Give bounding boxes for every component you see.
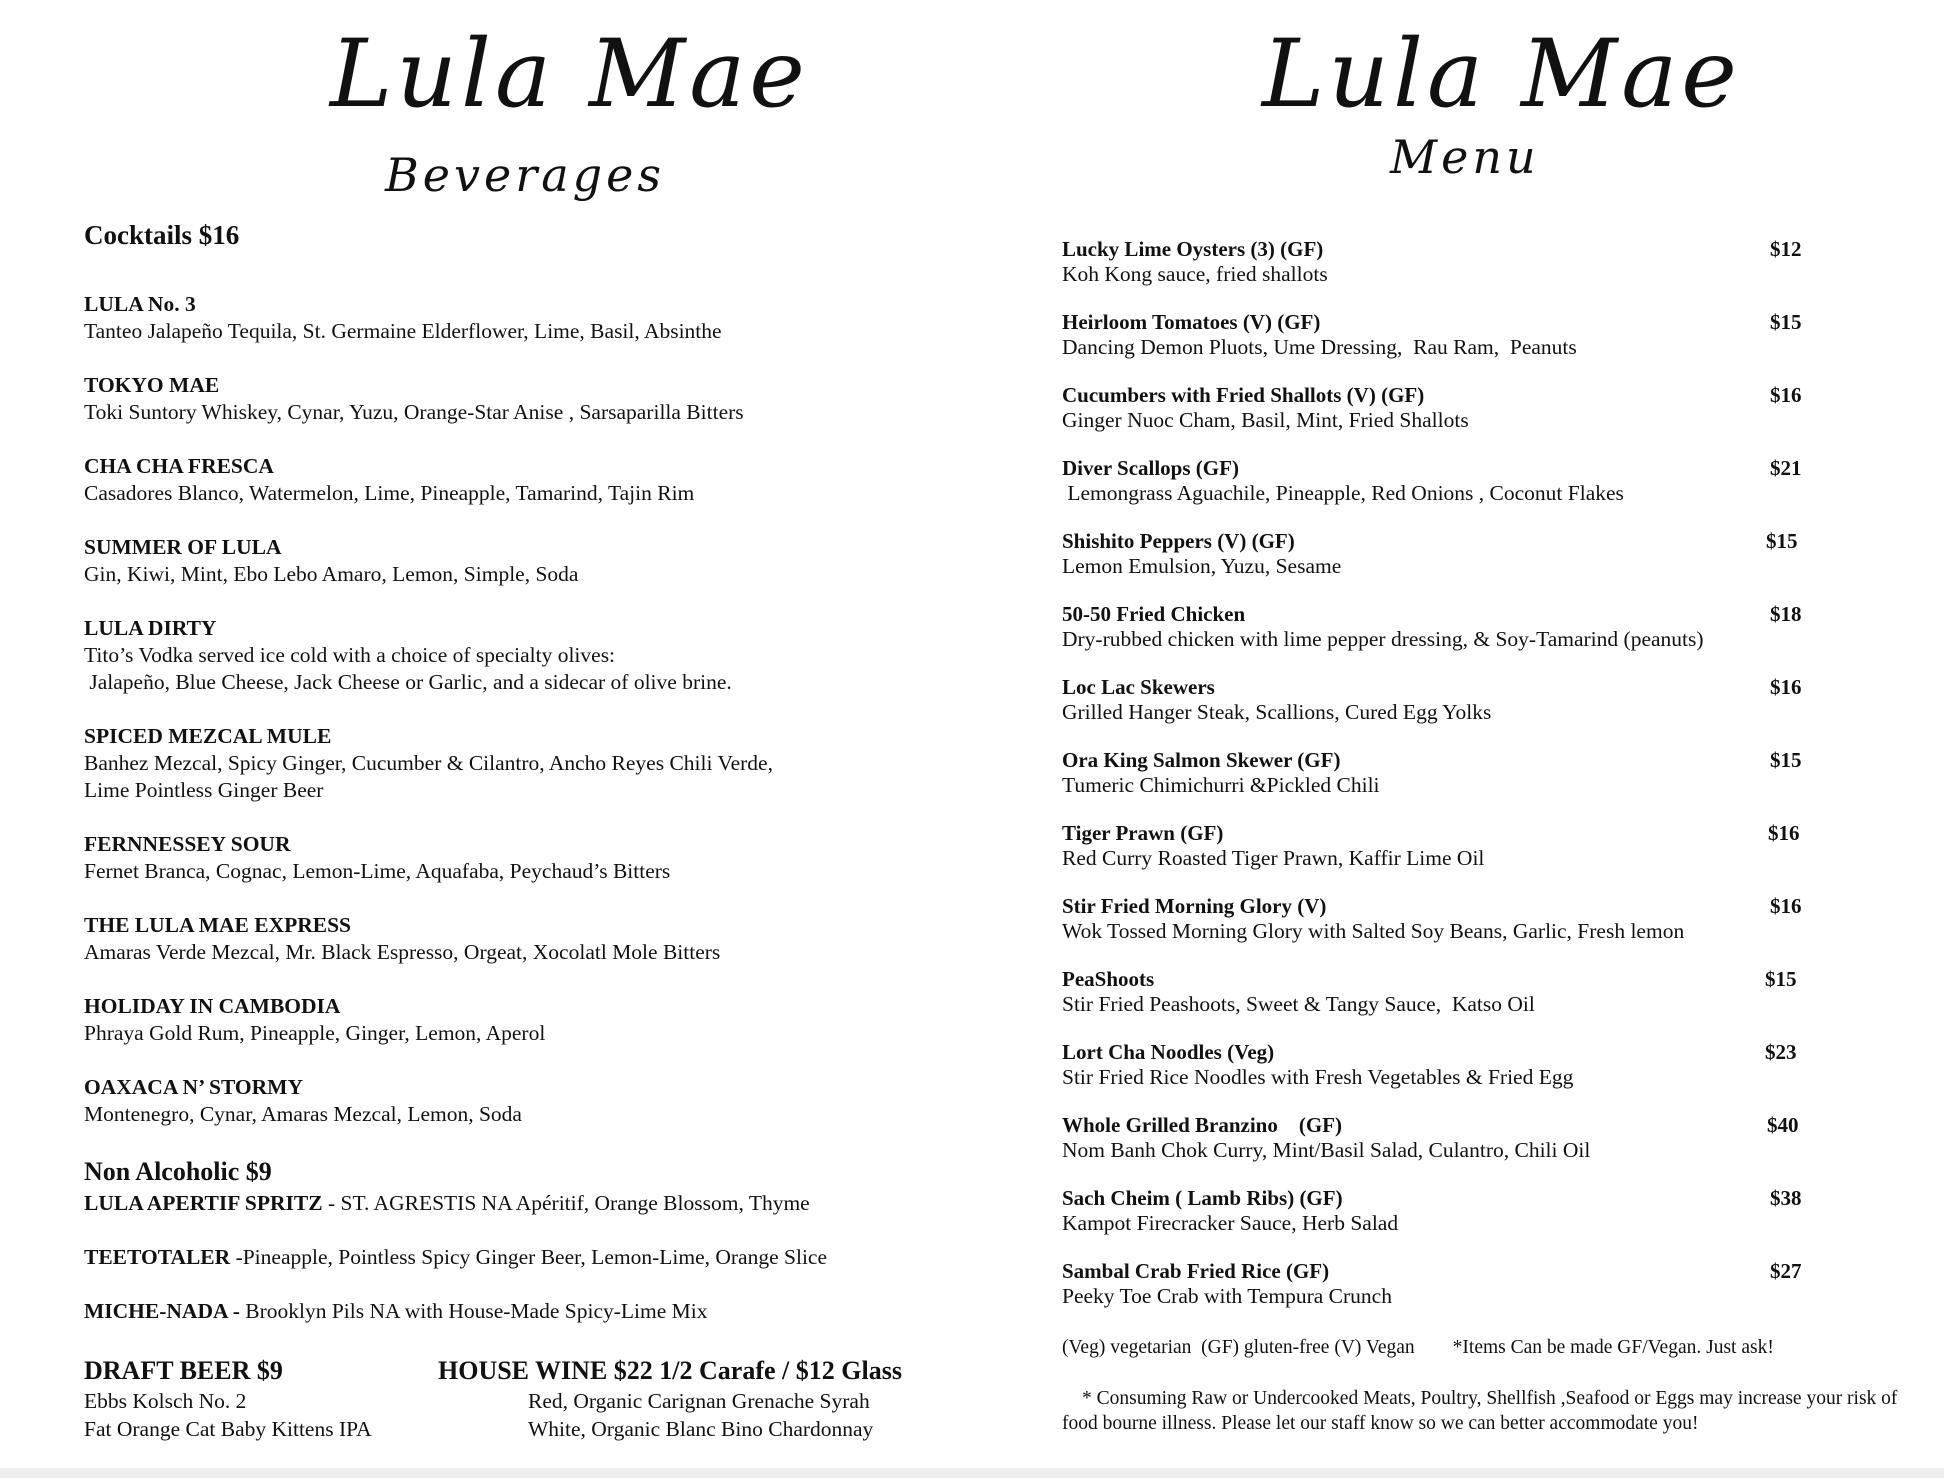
legend-note: *Items Can be made GF/Vegan. Just ask! xyxy=(1452,1337,1774,1358)
dish-description: Ginger Nuoc Cham, Basil, Mint, Fried Shallots xyxy=(1062,408,1469,432)
dish-price: $16 xyxy=(1770,383,1802,407)
draft-beer-heading: DRAFT BEER $9 xyxy=(84,1356,283,1385)
non-alcoholic-item xyxy=(84,1243,944,1297)
dish-price: $15 xyxy=(1766,529,1798,553)
menu-item xyxy=(1062,893,1922,966)
dish-name: Loc Lac Skewers xyxy=(1062,675,1215,699)
dish-price: $15 xyxy=(1770,748,1802,772)
dish-description: Kampot Firecracker Sauce, Herb Salad xyxy=(1062,1211,1399,1235)
dish-name: Ora King Salmon Skewer (GF) xyxy=(1062,748,1341,772)
cocktail-list xyxy=(84,290,904,1154)
dish-description: Stir Fried Rice Noodles with Fresh Vegetables & Fried Egg xyxy=(1062,1065,1574,1089)
dish-description: Dancing Demon Pluots, Ume Dressing, Rau Ram, Peanuts xyxy=(1062,335,1577,359)
cocktail-item xyxy=(84,830,904,911)
menu-item xyxy=(1062,674,1922,747)
non-alcoholic-heading: Non Alcoholic $9 xyxy=(84,1157,272,1186)
drink-description: -Pineapple, Pointless Spicy Ginger Beer, Lemon-Lime, Orange Slice xyxy=(230,1245,828,1269)
cocktail-description: Fernet Branca, Cognac, Lemon-Lime, Aquafaba, Peychaud’s Bitters xyxy=(84,859,671,883)
cocktail-description: Casadores Blanco, Watermelon, Lime, Pineapple, Tamarind, Tajin Rim xyxy=(84,481,695,505)
non-alcoholic-item xyxy=(84,1189,944,1243)
cocktail-name: SPICED MEZCAL MULE xyxy=(84,724,332,748)
dish-price: $16 xyxy=(1768,821,1800,845)
dish-name: Diver Scallops (GF) xyxy=(1062,456,1239,480)
cocktail-item xyxy=(84,911,904,992)
cocktails-heading: Cocktails $16 xyxy=(84,220,240,250)
dish-description: Grilled Hanger Steak, Scallions, Cured Egg Yolks xyxy=(1062,700,1492,724)
cocktail-description: Tanteo Jalapeño Tequila, St. Germaine Elderflower, Lime, Basil, Absinthe xyxy=(84,319,722,343)
cocktail-name: CHA CHA FRESCA xyxy=(84,454,274,478)
menu-item xyxy=(1062,820,1922,893)
dish-name: Whole Grilled Branzino (GF) xyxy=(1062,1113,1342,1137)
dish-name: Lort Cha Noodles (Veg) xyxy=(1062,1040,1275,1064)
menu-item xyxy=(1062,1112,1922,1185)
dish-price: $40 xyxy=(1767,1113,1799,1137)
drink-name: MICHE-NADA - xyxy=(84,1299,240,1323)
menu-item xyxy=(1062,966,1922,1039)
legend-text: (Veg) vegetarian (GF) gluten-free (V) Vegan xyxy=(1062,1337,1415,1358)
house-wine-heading: HOUSE WINE $22 1/2 Carafe / $12 Glass xyxy=(438,1356,902,1385)
menu-item xyxy=(1062,1185,1922,1258)
drink-name: LULA APERTIF SPRITZ xyxy=(84,1191,323,1215)
cocktail-name: LULA No. 3 xyxy=(84,292,196,316)
wine-item: White, Organic Blanc Bino Chardonnay xyxy=(528,1417,874,1441)
cocktail-name: HOLIDAY IN CAMBODIA xyxy=(84,994,341,1018)
menu-item xyxy=(1062,1039,1922,1112)
menu-item xyxy=(1062,528,1922,601)
dish-price: $12 xyxy=(1770,237,1802,261)
cocktail-description: Amaras Verde Mezcal, Mr. Black Espresso, Orgeat, Xocolatl Mole Bitters xyxy=(84,940,721,964)
menu-item xyxy=(1062,236,1922,309)
non-alcoholic-item xyxy=(84,1297,944,1351)
dish-name: Sach Cheim ( Lamb Ribs) (GF) xyxy=(1062,1186,1343,1210)
dish-description: Lemon Emulsion, Yuzu, Sesame xyxy=(1062,554,1342,578)
cocktail-item xyxy=(84,722,904,830)
cocktail-name: THE LULA MAE EXPRESS xyxy=(84,913,352,937)
page-bottom-edge xyxy=(0,1468,1944,1478)
beer-item: Fat Orange Cat Baby Kittens IPA xyxy=(84,1417,372,1441)
cocktail-item xyxy=(84,452,904,533)
dish-price: $15 xyxy=(1770,310,1802,334)
dish-price: $27 xyxy=(1770,1259,1802,1283)
cocktail-item xyxy=(84,1073,904,1154)
cocktail-item xyxy=(84,290,904,371)
cocktail-description: Phraya Gold Rum, Pineapple, Ginger, Lemon, Aperol xyxy=(84,1021,546,1045)
house-wine-list xyxy=(528,1387,873,1443)
cocktail-item xyxy=(84,992,904,1073)
menu-logo: Lula Mae xyxy=(1262,20,1741,129)
dish-description: Koh Kong sauce, fried shallots xyxy=(1062,262,1328,286)
wine-item: Red, Organic Carignan Grenache Syrah xyxy=(528,1389,870,1413)
dish-price: $21 xyxy=(1770,456,1802,480)
dish-name: Stir Fried Morning Glory (V) xyxy=(1062,894,1327,918)
cocktail-description: Tito’s Vodka served ice cold with a choice of specialty olives: xyxy=(84,643,616,667)
dish-name: Heirloom Tomatoes (V) (GF) xyxy=(1062,310,1321,334)
dish-price: $16 xyxy=(1770,675,1802,699)
menu-item xyxy=(1062,747,1922,820)
dish-name: Lucky Lime Oysters (3) (GF) xyxy=(1062,237,1324,261)
disclaimer-text: * Consuming Raw or Undercooked Meats, Poultry, Shellfish ,Seafood or Eggs may increase your risk of food bourne illness. Please let our staff know so we can better accommodate you! xyxy=(1062,1388,1898,1434)
dish-name: PeaShoots xyxy=(1062,967,1155,991)
menu-item xyxy=(1062,1258,1922,1331)
drink-name: TEETOTALER xyxy=(84,1245,231,1269)
beverages-subtitle: Beverages xyxy=(385,148,665,202)
cocktail-description: Gin, Kiwi, Mint, Ebo Lebo Amaro, Lemon, Simple, Soda xyxy=(84,562,579,586)
cocktail-description: Banhez Mezcal, Spicy Ginger, Cucumber & Cilantro, Ancho Reyes Chili Verde, xyxy=(84,751,773,775)
dish-description: Peeky Toe Crab with Tempura Crunch xyxy=(1062,1284,1392,1308)
dish-description: Tumeric Chimichurri &Pickled Chili xyxy=(1062,773,1380,797)
dish-price: $23 xyxy=(1765,1040,1797,1064)
dish-description: Lemongrass Aguachile, Pineapple, Red Onions , Coconut Flakes xyxy=(1062,481,1624,505)
dish-description: Stir Fried Peashoots, Sweet & Tangy Sauce, Katso Oil xyxy=(1062,992,1535,1016)
dietary-legend xyxy=(1062,1337,1774,1359)
dish-name: Sambal Crab Fried Rice (GF) xyxy=(1062,1259,1330,1283)
cocktail-description: Lime Pointless Ginger Beer xyxy=(84,778,324,802)
drink-description: Brooklyn Pils NA with House-Made Spicy-Lime Mix xyxy=(239,1299,708,1323)
dish-name: Tiger Prawn (GF) xyxy=(1062,821,1224,845)
cocktail-item xyxy=(84,371,904,452)
cocktail-name: OAXACA N’ STORMY xyxy=(84,1075,303,1099)
cocktail-description: Montenegro, Cynar, Amaras Mezcal, Lemon, Soda xyxy=(84,1102,522,1126)
draft-beer-list xyxy=(84,1387,372,1443)
menu-subtitle: Menu xyxy=(1390,130,1540,184)
non-alcoholic-list xyxy=(84,1189,944,1351)
cocktail-name: SUMMER OF LULA xyxy=(84,535,282,559)
cocktail-item xyxy=(84,533,904,614)
cocktail-name: LULA DIRTY xyxy=(84,616,217,640)
dish-name: Shishito Peppers (V) (GF) xyxy=(1062,529,1295,553)
dish-price: $38 xyxy=(1770,1186,1802,1210)
cocktail-name: FERNNESSEY SOUR xyxy=(84,832,291,856)
menu-item xyxy=(1062,455,1922,528)
beverages-logo: Lula Mae xyxy=(330,20,809,129)
cocktail-description: Jalapeño, Blue Cheese, Jack Cheese or Garlic, and a sidecar of olive brine. xyxy=(84,670,732,694)
dish-price: $15 xyxy=(1765,967,1797,991)
menu-item xyxy=(1062,382,1922,455)
dish-description: Wok Tossed Morning Glory with Salted Soy Beans, Garlic, Fresh lemon xyxy=(1062,919,1685,943)
cocktail-item xyxy=(84,614,904,722)
menu-list xyxy=(1062,236,1922,1331)
dish-description: Dry-rubbed chicken with lime pepper dressing, & Soy-Tamarind (peanuts) xyxy=(1062,627,1704,651)
dish-description: Nom Banh Chok Curry, Mint/Basil Salad, Culantro, Chili Oil xyxy=(1062,1138,1591,1162)
dish-name: Cucumbers with Fried Shallots (V) (GF) xyxy=(1062,383,1425,407)
cocktail-description: Toki Suntory Whiskey, Cynar, Yuzu, Orange-Star Anise , Sarsaparilla Bitters xyxy=(84,400,744,424)
cocktail-name: TOKYO MAE xyxy=(84,373,220,397)
drink-description: - ST. AGRESTIS NA Apéritif, Orange Blossom, Thyme xyxy=(322,1191,810,1215)
dish-price: $18 xyxy=(1770,602,1802,626)
beer-item: Ebbs Kolsch No. 2 xyxy=(84,1389,247,1413)
menu-item xyxy=(1062,309,1922,382)
dish-description: Red Curry Roasted Tiger Prawn, Kaffir Lime Oil xyxy=(1062,846,1485,870)
menu-item xyxy=(1062,601,1922,674)
dish-price: $16 xyxy=(1770,894,1802,918)
food-safety-disclaimer xyxy=(1062,1386,1934,1436)
dish-name: 50-50 Fried Chicken xyxy=(1062,602,1246,626)
